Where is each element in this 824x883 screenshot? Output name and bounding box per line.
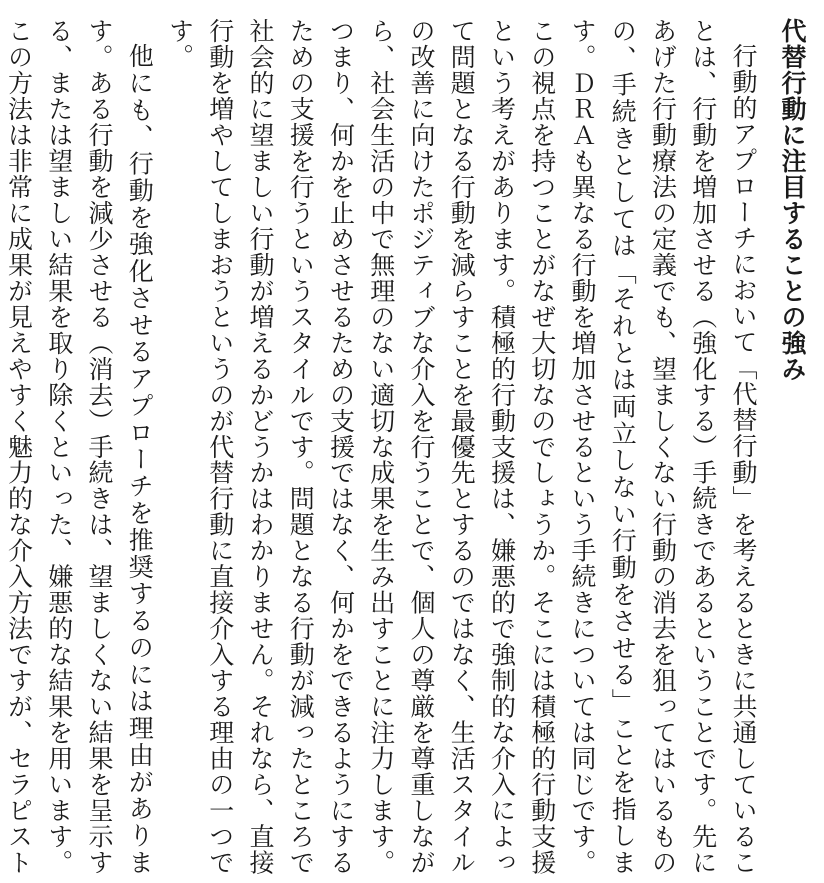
body-paragraph-2: 他にも、行動を強化させるアプローチを推奨するのには理由があります。ある行動を減少させる（消去）手続きは、望ましくない結果を呈示する、または望ましい結果を取り除くといった、嫌悪的な結果を用います。この方法は非常に成果が見えやすく魅力的な介入方法ですが、セラピスト <box>4 18 155 875</box>
section-heading: 代替行動に注目することの強み <box>778 18 807 382</box>
body-paragraph-1: 行動的アプローチにおいて「代替行動」を考えるときに共通していることは、行動を増加させる（強化する）手続きであるということです。先にあげた行動療法の定義でも、望ましくない行動の消去を狙ってはいるものの、手続きとしては「それとは両立しない行動をさせる」ことを指します。ＤＲＡも異なる行動を増加させるという手続きについては同じです。この視点を持つことがなぜ大切なのでしょうか。そこには積極的行動支援という考えがあります。積極的行動支援は、嫌悪的で強制的な介入によって問題となる行動を減らすことを最優先とするのではなく、生活スタイルの改善に向けたポジティブな介入を行うことで、個人の尊厳を尊重しながら、社会生活の中で無理のない適切な成果を生み出すことに注力します。つまり、何かを止めさせるための支援ではなく、何かをできるようにするための支援を行うというスタイルです。問題となる行動が減ったところで社会的に望ましい行動が増えるかどうかはわかりません。それなら、直接行動を増やしてしまおうというのが代替行動に直接介入する理由の一つです。 <box>165 18 758 875</box>
